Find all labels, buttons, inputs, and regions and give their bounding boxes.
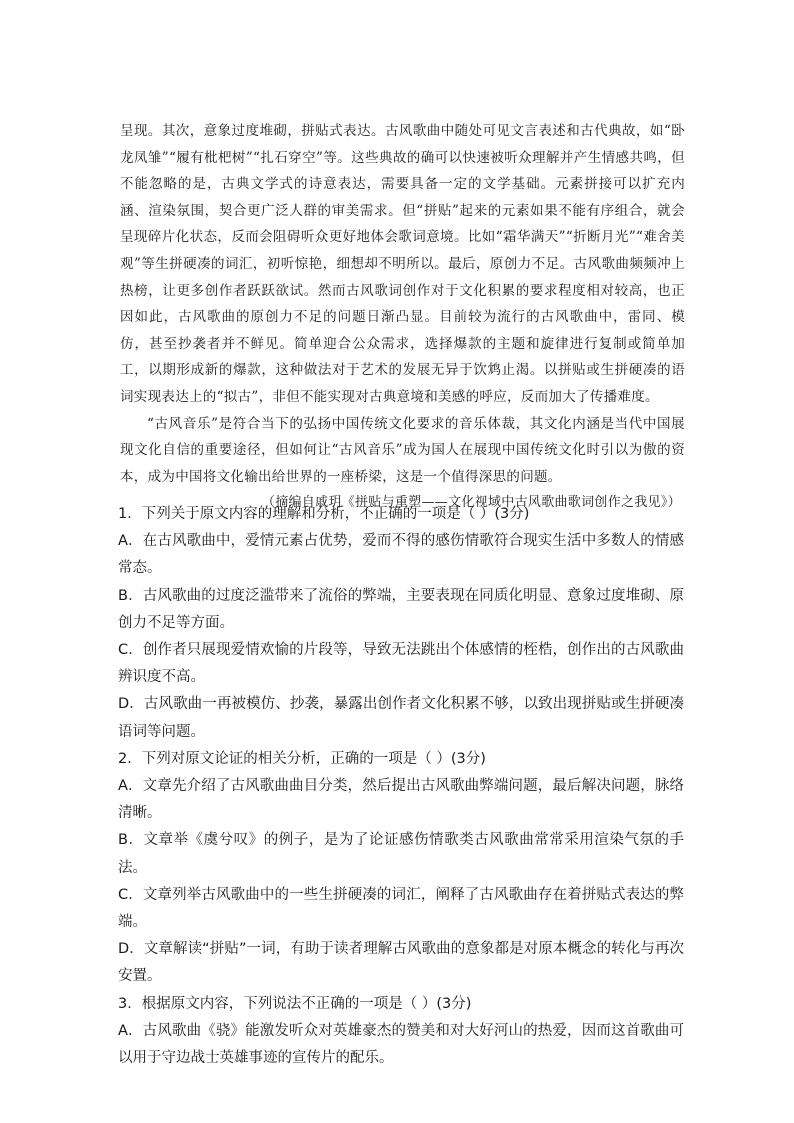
question-2-option-d: D．文章解读“拼贴”一词，有助于读者理解古风歌曲的意象都是对原本概念的转化与再次安置。	[118, 941, 684, 985]
passage-paragraph-1: 呈现。其次，意象过度堆砌，拼贴式表达。古风歌曲中随处可见文言表述和古代典故，如“卧龙凤雏”“履有枇杷树”“扎石穿空”等。这些典故的确可以快速被听众理解并产生情感共鸣，但不能忽略的是，古典文学式的诗意表达，需要具备一定的文学基础。元素拼接可以扩充内涵、渲染氛围，契合更广泛人群的审美需求。但“拼贴”起来的元素如果不能有序组合，就会呈现碎片化状态，反而会阻碍听众更好地体会歌词意境。比如“霜华满天”“折断月光”“难舍美观”等生拼硬凑的词汇，初听惊艳，细想却不明所以。最后，原创力不足。古风歌曲频频冲上热榜，让更多创作者跃跃欲试。然而古风歌词创作对于文化积累的要求程度相对较高，也正因如此，古风歌曲的原创力不足的问题日渐凸显。目前较为流行的古风歌曲中，雷同、模仿，甚至抄袭者并不鲜见。简单迎合公众需求，选择爆款的主题和旋律进行复制或简单加工，以期形成新的爆款，这种做法对于艺术的发展无异于饮鸩止渴。以拼贴或生拼硬凑的语词实现表达上的“拟古”，非但不能实现对古典意境和美感的呼应，反而加大了传播难度。	[120, 123, 685, 405]
question-2-option-c: C．文章列举古风歌曲中的一些生拼硬凑的词汇，阐释了古风歌曲存在着拼贴式表达的弊端。	[118, 886, 684, 931]
question-3-stem: 3．根据原文内容，下列说法不正确的一项是（ ）(3分)	[118, 995, 472, 1012]
reading-passage	[120, 118, 685, 517]
question-2-option-a: A．文章先介绍了古风歌曲曲目分类，然后提出古风歌曲弊端问题，最后解决问题，脉络清晰。	[118, 778, 684, 822]
question-section	[118, 501, 684, 1072]
question-3-option-a: A．古风歌曲《骁》能激发听众对英雄豪杰的赞美和对大好河山的热爱，因而这首歌曲可以用于守边战士英雄事迹的宣传片的配乐。	[118, 1022, 684, 1067]
question-1-option-b: B．古风歌曲的过度泛滥带来了流俗的弊端，主要表现在同质化明显、意象过度堆砌、原创力不足等方面。	[118, 587, 684, 631]
passage-paragraph-2: “古风音乐”是符合当下的弘扬中国传统文化要求的音乐体裁，其文化内涵是当代中国展现文化自信的重要途径，但如何让“古风音乐”成为国人在展现中国传统文化时引以为傲的资本，成为中国将文化输出给世界的一座桥梁，这是一个值得深思的问题。	[120, 415, 685, 485]
passage-source: （摘编自戚玥《拼贴与重塑——文化视域中古风歌曲歌词创作之我见》）	[261, 495, 681, 511]
question-1-option-a: A．在古风歌曲中，爱情元素占优势，爱而不得的感伤情歌符合现实生活中多数人的情感常态。	[118, 533, 684, 577]
question-1-option-d: D．古风歌曲一再被模仿、抄袭，暴露出创作者文化积累不够，以致出现拼贴或生拼硬凑语词等问题。	[118, 696, 684, 740]
question-2-option-b: B．文章举《虞兮叹》的例子，是为了论证感伤情歌类古风歌曲常常采用渲染气氛的手法。	[118, 832, 684, 876]
question-2-stem: 2．下列对原文论证的相关分析，正确的一项是（ ）(3分)	[118, 750, 486, 767]
question-1-option-c: C．创作者只展现爱情欢愉的片段等，导致无法跳出个体感情的桎梏，创作出的古风歌曲辨识度不高。	[118, 642, 684, 686]
question-1-stem: 1．下列关于原文内容的理解和分析，不正确的一项是（ ）(3分)	[118, 506, 530, 522]
